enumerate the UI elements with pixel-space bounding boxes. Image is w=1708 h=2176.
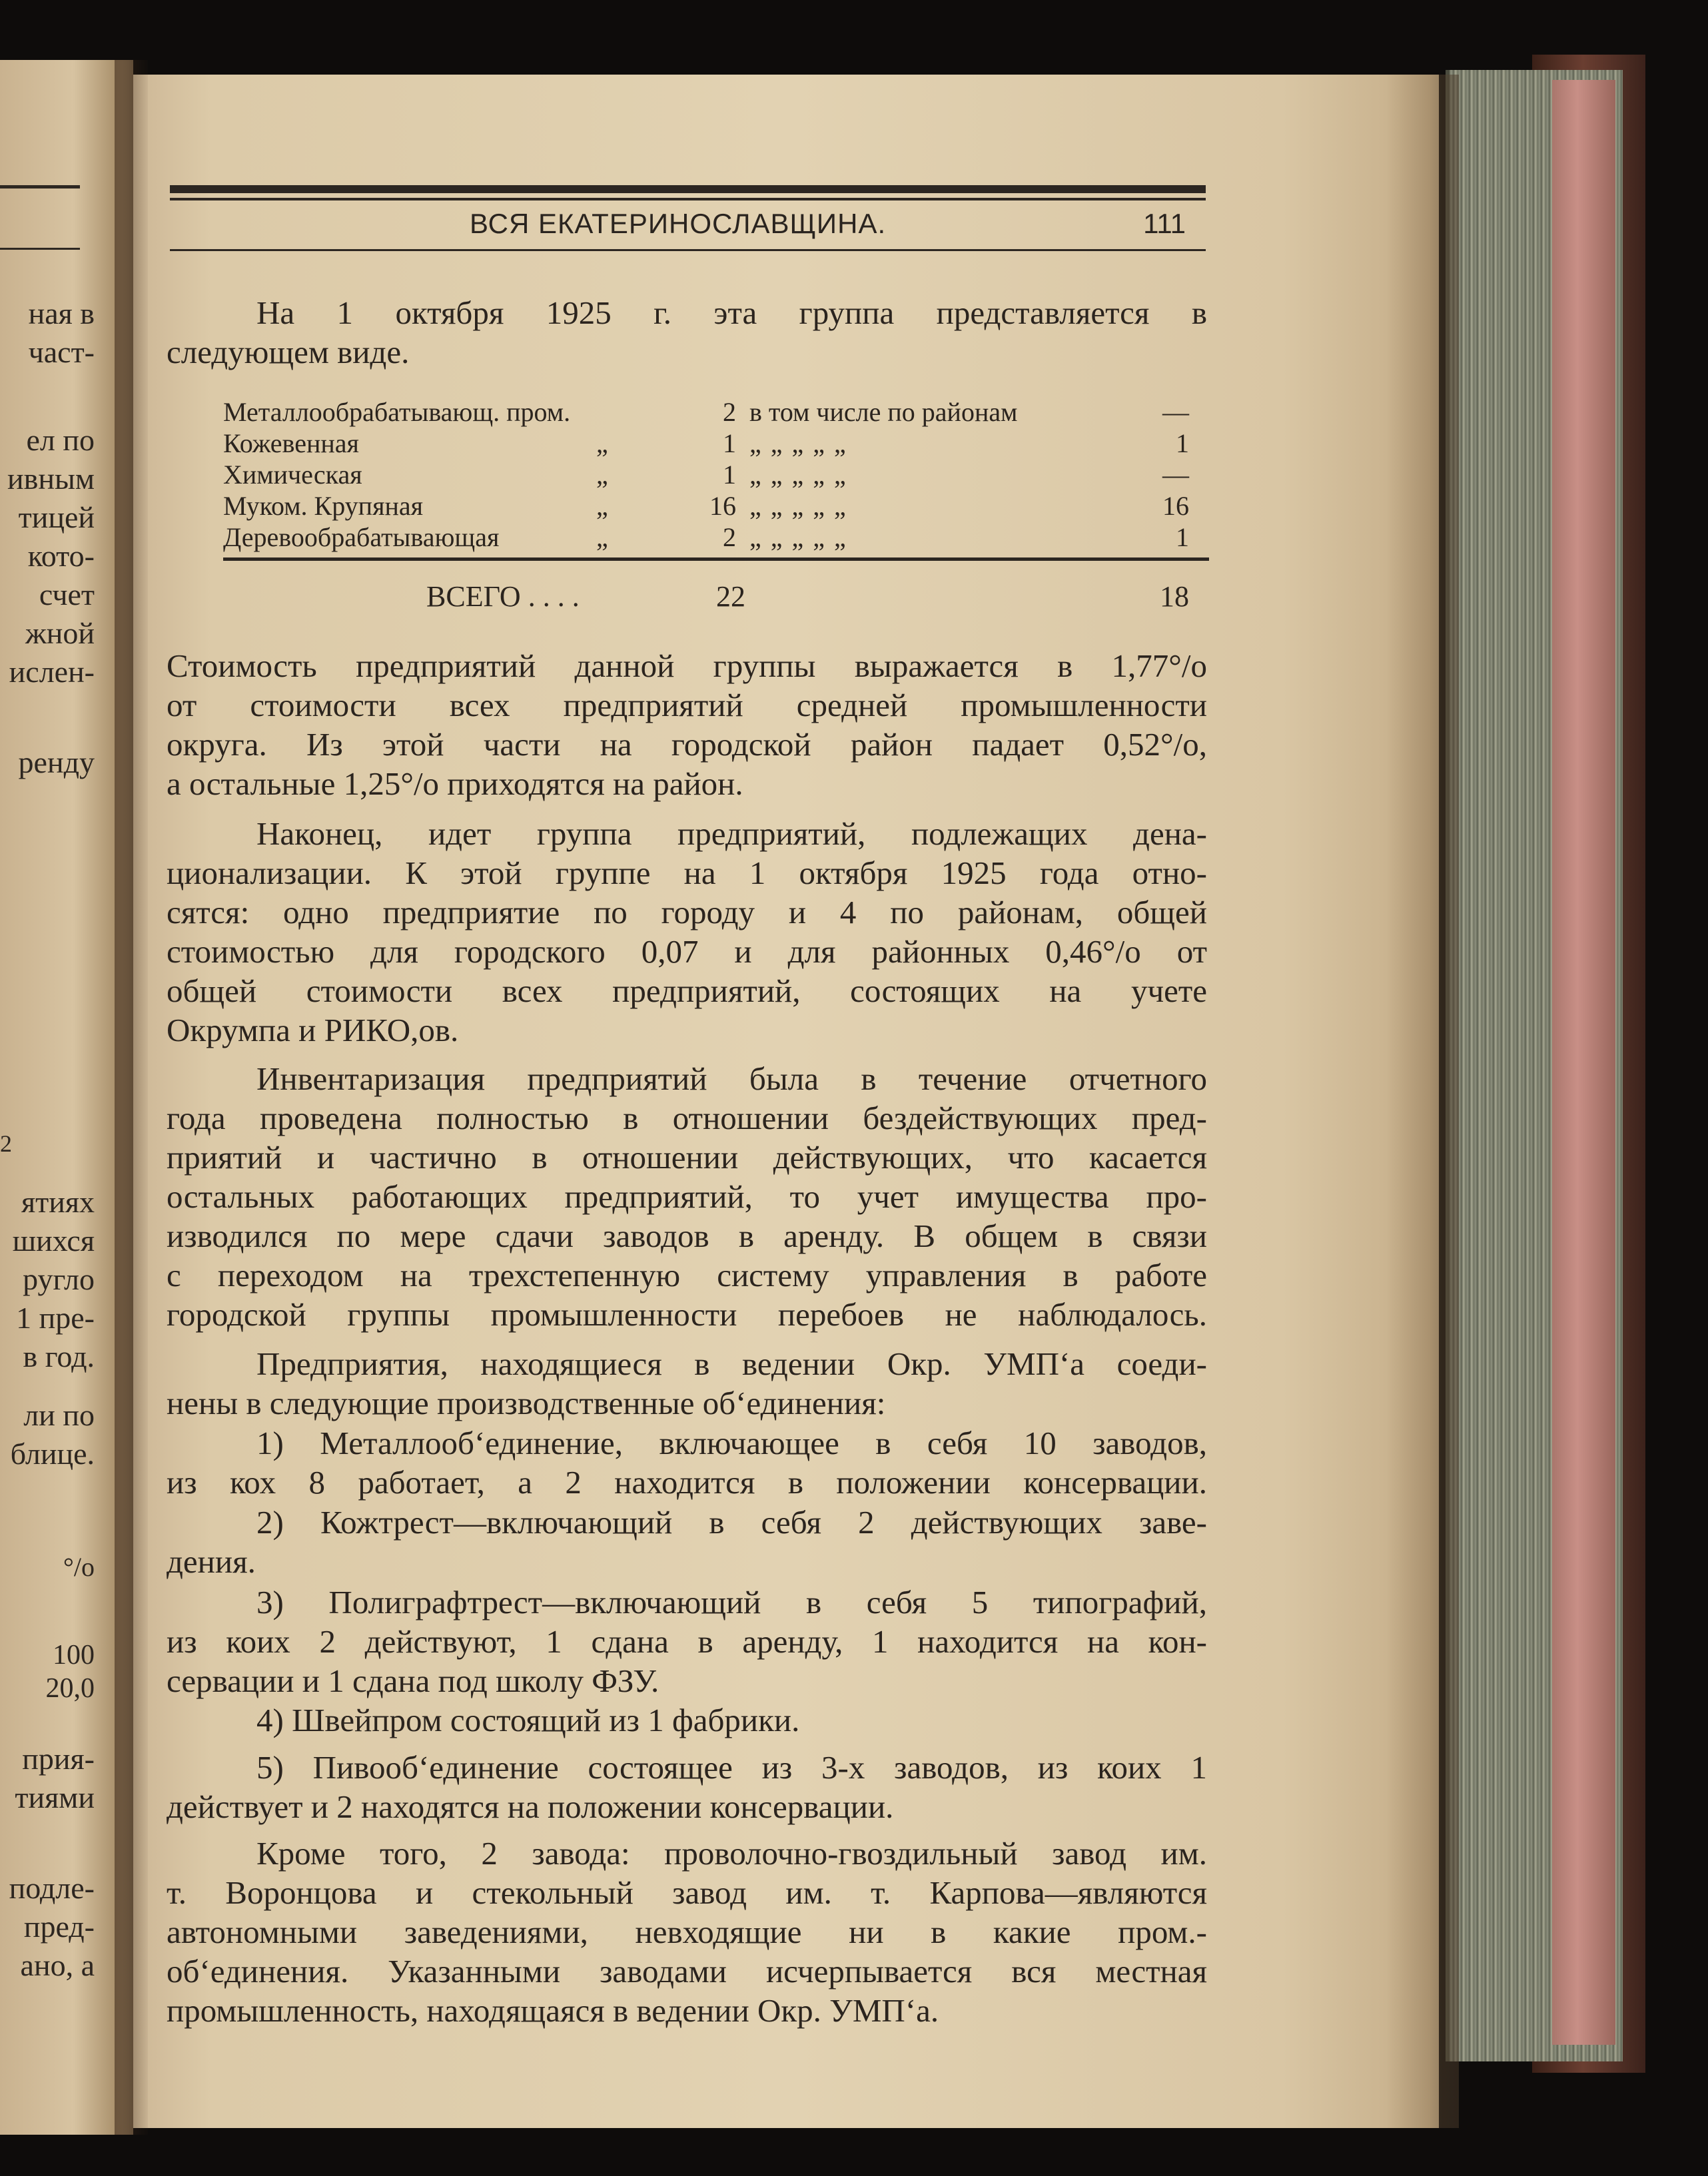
left-fragment: тицей [18,500,95,534]
text-line: общей стоимости всех предприятий, состоящих на учете [167,972,1207,1009]
table-cell-ditto: „ „ „ „ „ [749,428,847,458]
page-number: 111 [1143,208,1186,239]
text-line: с переходом на трехстепенную систему управления в работе [167,1257,1207,1293]
left-fragment: кото- [27,539,95,573]
text-line: городской группы промышленности перебоев не наблюдалось. [167,1296,1207,1333]
text-line: стоимостью для городского 0,07 и для районных 0,46°/о от [167,933,1207,970]
table-total-rule [223,557,1209,561]
text-line: Окрумпа и РИКО,ов. [167,1012,459,1048]
table-cell-count: 2 [723,397,736,427]
total-count: 22 [716,580,745,613]
left-fragment: ано, а [20,1948,95,1982]
table-cell-ditto: „ [596,522,608,552]
left-fragment: блице. [10,1437,95,1471]
running-header [170,204,1206,246]
intro-line: следующем виде. [167,334,410,370]
table-row [223,428,1209,459]
text-line: приятий и частично в отношении действующих, что касается [167,1139,1207,1176]
left-fragment: °/о [63,1552,95,1582]
text-line: Предприятия, находящиеся в ведении Окр. УМП‘а соеди- [256,1345,1207,1382]
table-cell-ditto: „ [596,428,608,458]
text-line: 5) Пивооб‘единение состоящее из 3-х заводов, из коих 1 [256,1749,1207,1786]
left-fragment: шихся [12,1224,95,1258]
table-cell-name: Металлообрабатывающ. пром. [223,397,571,427]
header-rule-thin [170,198,1206,200]
intro-line: На 1 октября 1925 г. эта группа представляется в [256,294,1207,331]
text-line: 3) Полиграфтрест—включающий в себя 5 типографий, [256,1584,1207,1621]
table-cell-name: Муком. Крупяная [223,491,424,521]
left-fragment: жной [25,616,95,650]
table-row [223,522,1209,553]
left-fragment: подле- [9,1871,95,1905]
text-line: нены в следующие производственные об‘единения: [167,1385,886,1421]
left-fragment: ругло [23,1262,95,1296]
left-header-underline [0,248,80,250]
left-fragment: в год. [23,1339,95,1373]
text-line: округа. Из этой части на городской район падает 0,52°/о, [167,726,1207,763]
running-title: ВСЯ ЕКАТЕРИНОСЛАВЩИНА. [470,208,887,239]
left-fragment: 20,0 [45,1673,95,1704]
table-cell-count: 1 [723,428,736,458]
table-cell-ditto: „ „ „ „ „ [749,522,847,552]
left-fragment: ятиях [21,1185,95,1219]
table-cell-district: — [1162,460,1189,490]
page-curl-shadow [1386,75,1459,2128]
left-fragment: ная в [28,296,95,330]
left-fragment: тиями [15,1780,95,1814]
spine-shadow [115,60,148,2135]
text-line: из кох 8 работает, а 2 находится в положении консервации. [167,1464,1207,1501]
left-header-rule [0,185,80,188]
text-line: от стоимости всех предприятий средней промышленности [167,687,1207,723]
table-total-row [223,579,1209,619]
text-line: 1) Металлооб‘единение, включающее в себя 10 заводов, [256,1425,1207,1461]
text-line: действует и 2 находятся на положении консервации. [167,1788,894,1825]
table-row [223,396,1209,428]
table-cell-count: 1 [723,460,736,490]
table-cell-district: 1 [1176,428,1189,458]
left-fragment: ли по [23,1398,95,1432]
table-cell-name: Деревообрабатывающая [223,522,500,552]
left-fragment: счет [39,577,95,611]
left-fragment: 100 [53,1640,95,1670]
text-line: изводился по мере сдачи заводов в аренду. В общем в связи [167,1218,1207,1254]
left-fragment: ивным [7,462,95,496]
table-cell-ditto: „ „ „ „ „ [749,460,847,490]
text-line: автономными заведениями, невходящие ни в какие пром.- [167,1914,1207,1950]
table-cell-district: 1 [1176,522,1189,552]
table-cell-ditto: „ [596,460,608,490]
text-line: года проведена полностью в отношении бездействующих пред- [167,1100,1207,1136]
text-line: т. Воронцова и стекольный завод им. т. Карпова—являются [167,1874,1207,1911]
table-cell-ditto: „ „ „ „ „ [749,491,847,521]
left-fragment: пред- [23,1910,95,1944]
left-fragment: ислен- [9,655,95,689]
left-fragment: 2 [0,1130,12,1157]
left-fragment: 1 пре- [16,1301,95,1335]
text-line: сервации и 1 сдана под школу ФЗУ. [167,1662,659,1699]
text-line: дения. [167,1543,256,1580]
table-cell-name: Кожевенная [223,428,359,458]
left-fragment: прия- [22,1742,95,1776]
left-fragment: ренду [18,745,95,779]
left-fragment: част- [28,335,95,369]
table-cell-count: 2 [723,522,736,552]
text-line: ционализации. К этой группе на 1 октября 1925 года отно- [167,855,1207,891]
text-line: сятся: одно предприятие по городу и 4 по районам, общей [167,894,1207,930]
header-underline [170,249,1206,251]
text-line: 2) Кожтрест—включающий в себя 2 действующих заве- [256,1504,1207,1541]
total-district: 18 [1160,580,1189,613]
text-line: промышленность, находящаяся в ведении Окр. УМП‘а. [167,1992,939,2029]
industry-table [223,396,1209,553]
total-label: ВСЕГО . . . . [426,580,580,613]
table-cell-district: 16 [1162,491,1189,521]
text-line: Наконец, идет группа предприятий, подлежащих дена- [256,815,1207,852]
table-cell-name: Химическая [223,460,362,490]
text-line: остальных работающих предприятий, то учет имущества про- [167,1178,1207,1215]
text-line: 4) Швейпром состоящий из 1 фабрики. [256,1702,800,1738]
text-line: Инвентаризация предприятий была в течение отчетного [256,1060,1207,1097]
table-row [223,459,1209,490]
left-fragment: ел по [26,423,95,457]
table-cell-district: — [1162,397,1189,427]
text-line: Кроме того, 2 завода: проволочно-гвоздильный завод им. [256,1835,1207,1872]
text-line: а остальные 1,25°/о приходятся на район. [167,765,743,802]
page-edges-red [1552,80,1615,2045]
text-line: об‘единения. Указанными заводами исчерпывается вся местная [167,1953,1207,1990]
table-cell-note: в том числе по районам [749,397,1018,427]
table-cell-count: 16 [709,491,736,521]
header-rule-thick [170,185,1206,193]
text-line: из коих 2 действуют, 1 сдана в аренду, 1 находится на кон- [167,1623,1207,1660]
text-line: Стоимость предприятий данной группы выражается в 1,77°/о [167,647,1207,684]
table-row [223,490,1209,522]
table-cell-ditto: „ [596,491,608,521]
